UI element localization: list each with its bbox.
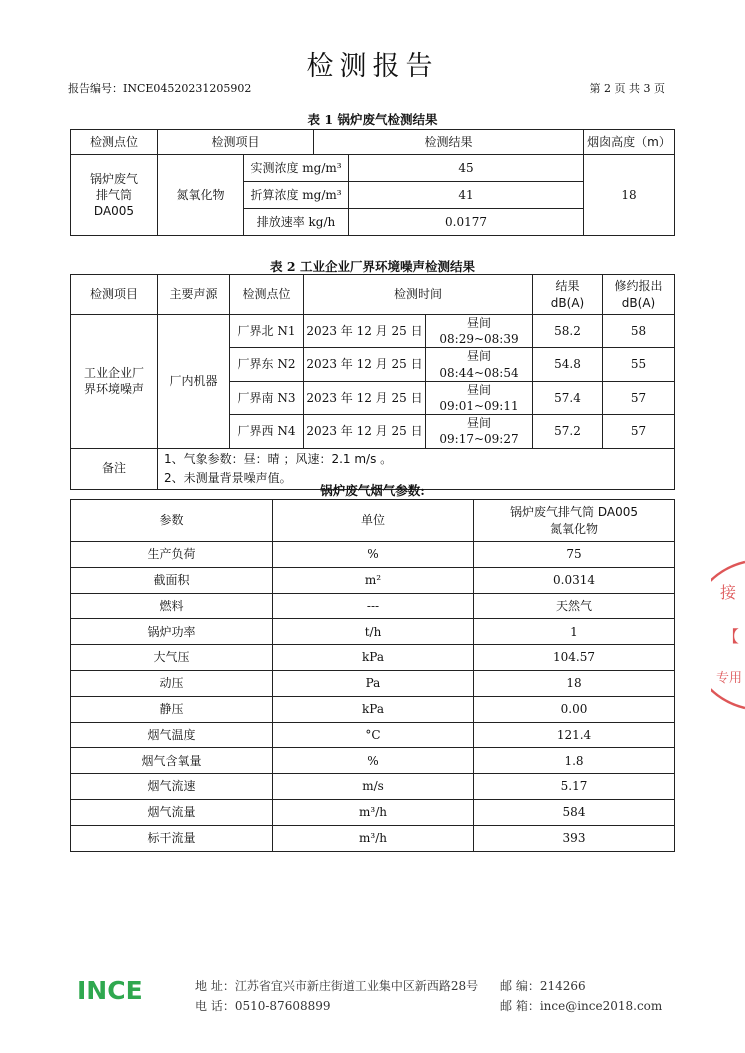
table2-boundary-noise: [70, 274, 675, 490]
t2-note: 1、气象参数：昼：晴 ；风速：2.1 m/s 。: [164, 451, 393, 466]
t1-row: [244, 182, 584, 209]
email-label: 邮 箱：: [500, 999, 540, 1013]
t2-corrected: 55: [603, 348, 675, 381]
t2-date: 2023 年 12 月 25 日: [304, 315, 426, 348]
t3-param: 烟气含氧量: [71, 748, 273, 774]
t2-result: 57.2: [533, 415, 603, 448]
t1-result: 0.0177: [445, 214, 487, 229]
t3-param: 锅炉功率: [71, 619, 273, 645]
t3-value: 天然气: [474, 593, 675, 619]
t1-pollutant: 氮氧化物: [158, 155, 244, 236]
t2-point: 厂界东 N2: [230, 348, 304, 381]
email-value: ince@ince2018.com: [539, 999, 663, 1013]
t2-period: 昼间 09:17~09:27: [426, 415, 533, 448]
t2-point: 厂界西 N4: [230, 415, 304, 448]
t2-period: 昼间 09:01~09:11: [426, 381, 533, 414]
report-number: [68, 80, 251, 96]
stamp-char: 专用: [715, 671, 743, 686]
phone-label: 电 话：: [195, 999, 235, 1013]
t2-period: 昼间 08:44~08:54: [426, 348, 533, 381]
t3-param: 大气压: [71, 645, 273, 671]
t2-date: 2023 年 12 月 25 日: [304, 415, 426, 448]
t1-row: [244, 209, 584, 236]
t3-unit: m³/h: [273, 799, 474, 825]
address-label: 地 址：: [195, 979, 235, 993]
t3-unit: °C: [273, 722, 474, 748]
t2-item-value: 工业企业厂 界环境噪声: [71, 315, 158, 449]
t3-unit: m²: [273, 567, 474, 593]
t1-item: 折算浓度 mg/m³: [244, 182, 349, 208]
t3-param: 截面积: [71, 567, 273, 593]
t2-corrected: 57: [603, 415, 675, 448]
t3-param: 烟气流速: [71, 774, 273, 800]
t3-unit: %: [273, 542, 474, 568]
t3-value: 5.17: [474, 774, 675, 800]
t2-point: 厂界南 N3: [230, 381, 304, 414]
stamp-char: 【: [722, 627, 740, 646]
t2-point: 厂界北 N1: [230, 315, 304, 348]
table2-caption: 表 2 工业企业厂界环境噪声检测结果: [270, 259, 475, 274]
report-number-value: INCE04520231205902: [123, 82, 252, 95]
report-number-label: 报告编号：: [68, 82, 123, 95]
t1-result: 41: [458, 187, 474, 202]
t1-item: 实测浓度 mg/m³: [244, 155, 349, 181]
t1-stack-height-value: 18: [584, 155, 675, 236]
logo-text: INCE: [77, 976, 143, 1005]
t3-param: 动压: [71, 670, 273, 696]
t3-header-unit: 单位: [273, 500, 474, 542]
t3-param: 标干流量: [71, 825, 273, 851]
t2-source-value: 厂内机器: [158, 315, 230, 449]
t2-header-corrected: 修约报出 dB(A): [603, 275, 675, 315]
report-title: 检测报告: [306, 51, 439, 82]
t2-notes-label: 备注: [71, 448, 158, 489]
t2-header-point: 检测点位: [230, 275, 304, 315]
seal-stamp: [711, 560, 745, 710]
t2-result: 57.4: [533, 381, 603, 414]
page-info: 第 2 页 共 3 页: [589, 82, 665, 95]
t2-date: 2023 年 12 月 25 日: [304, 348, 426, 381]
t3-unit: t/h: [273, 619, 474, 645]
table3-caption: 锅炉废气烟气参数:: [320, 483, 425, 498]
t3-unit: %: [273, 748, 474, 774]
footer-address: [195, 977, 478, 994]
ince-logo: [75, 975, 165, 1005]
t3-param: 生产负荷: [71, 542, 273, 568]
table3-flue-gas-params: [70, 499, 675, 852]
footer-postcode: [500, 977, 586, 994]
t1-result: 45: [458, 160, 474, 175]
t2-result: 54.8: [533, 348, 603, 381]
t1-header-result: 检测结果: [314, 130, 584, 155]
t3-value: 75: [474, 542, 675, 568]
t3-value: 584: [474, 799, 675, 825]
postcode-value: 214266: [539, 979, 586, 993]
t3-value: 121.4: [474, 722, 675, 748]
t3-param: 烟气流量: [71, 799, 273, 825]
t3-param: 静压: [71, 696, 273, 722]
t3-value: 0.00: [474, 696, 675, 722]
t2-header-source: 主要声源: [158, 275, 230, 315]
t3-param: 烟气温度: [71, 722, 273, 748]
t2-header-time: 检测时间: [304, 275, 533, 315]
address-value: 江苏省宜兴市新庄街道工业集中区新西路28号: [234, 979, 479, 993]
t1-header-stack-height: 烟囱高度（m）: [584, 130, 675, 155]
t1-header-item: 检测项目: [158, 130, 314, 155]
t3-param: 燃料: [71, 593, 273, 619]
t1-row: [244, 155, 584, 182]
t3-value: 1.8: [474, 748, 675, 774]
t2-header-item: 检测项目: [71, 275, 158, 315]
t2-note: 2、未测量背景噪声值。: [164, 470, 292, 485]
t3-value: 18: [474, 670, 675, 696]
table1-boiler-exhaust: [70, 129, 675, 236]
t3-value: 104.57: [474, 645, 675, 671]
t1-monitoring-point: 锅炉废气 排气筒 DA005: [71, 155, 158, 236]
t2-date: 2023 年 12 月 25 日: [304, 381, 426, 414]
t2-corrected: 58: [603, 315, 675, 348]
t3-value: 393: [474, 825, 675, 851]
table1-caption: 表 1 锅炉废气检测结果: [307, 112, 438, 127]
t3-header-source: 锅炉废气排气筒 DA005 氮氧化物: [474, 500, 675, 542]
t3-value: 0.0314: [474, 567, 675, 593]
t2-result: 58.2: [533, 315, 603, 348]
t2-header-result: 结果 dB(A): [533, 275, 603, 315]
t3-unit: kPa: [273, 645, 474, 671]
t3-unit: Pa: [273, 670, 474, 696]
postcode-label: 邮 编：: [500, 979, 540, 993]
t1-item: 排放速率 kg/h: [244, 209, 349, 235]
t3-unit: m³/h: [273, 825, 474, 851]
footer-email: [500, 997, 662, 1014]
t3-unit: m/s: [273, 774, 474, 800]
stamp-char: 接: [719, 583, 737, 602]
t3-header-param: 参数: [71, 500, 273, 542]
phone-value: 0510-87608899: [234, 999, 331, 1013]
t1-header-point: 检测点位: [71, 130, 158, 155]
t3-value: 1: [474, 619, 675, 645]
t3-unit: ---: [273, 593, 474, 619]
footer-phone: [195, 997, 331, 1014]
t2-period: 昼间 08:29~08:39: [426, 315, 533, 348]
t2-corrected: 57: [603, 381, 675, 414]
t3-unit: kPa: [273, 696, 474, 722]
